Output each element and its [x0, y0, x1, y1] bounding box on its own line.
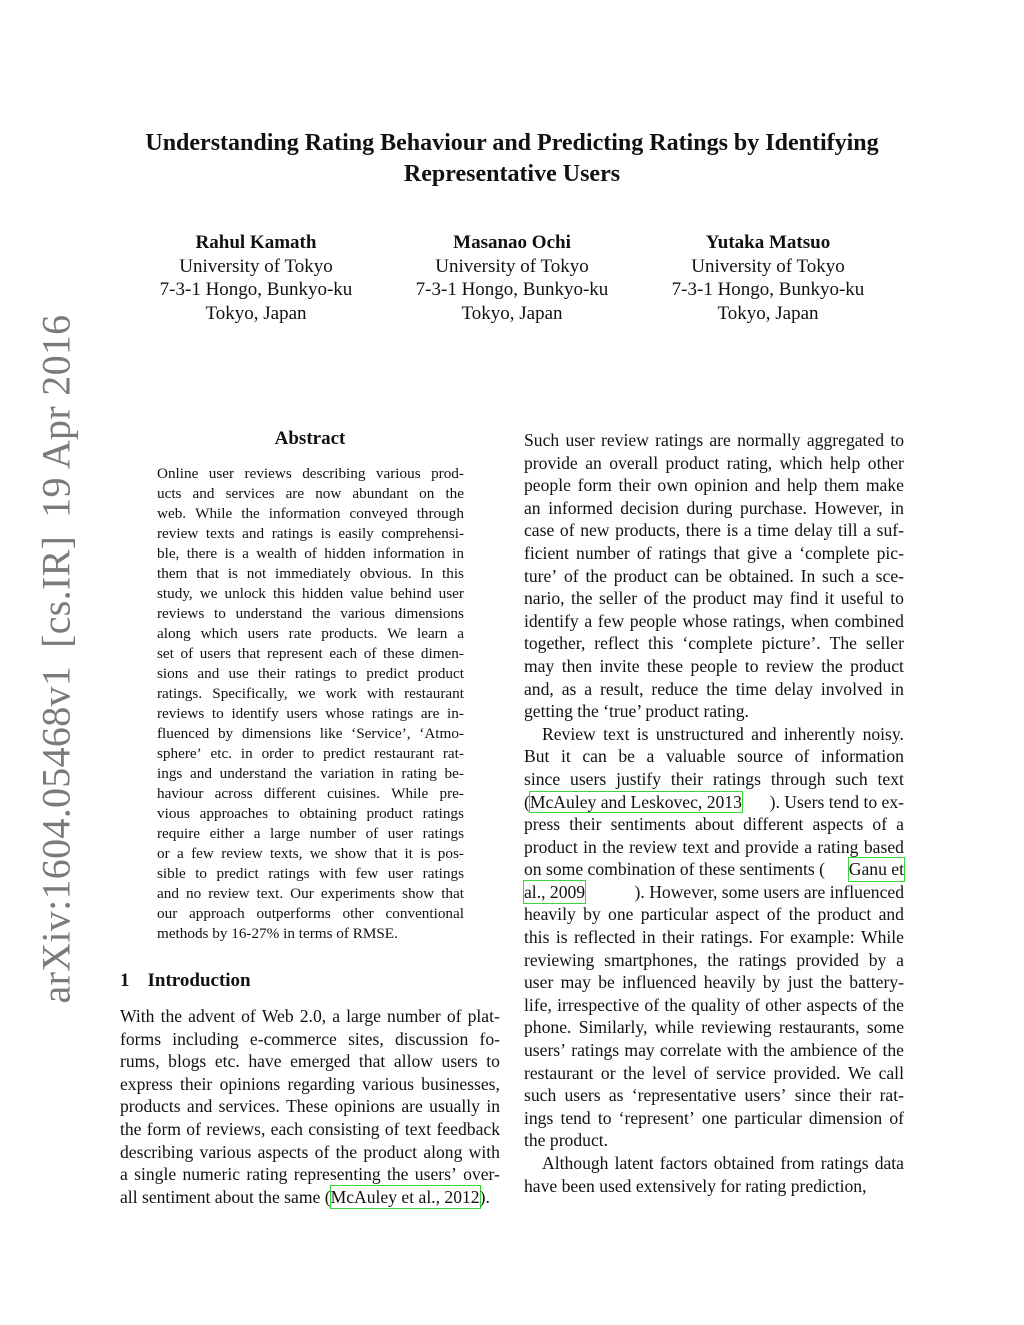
paren-open: ( — [524, 791, 530, 812]
abstract-line: our approach outperforms other conventional — [157, 905, 464, 922]
abstract-line: ings and understand the variation in rating be- — [157, 765, 464, 782]
text-fragment: all sentiment about the same ( — [120, 1186, 331, 1207]
author-location: Tokyo, Japan — [717, 302, 819, 324]
abstract-line: set of users that represent each of these dimen- — [157, 645, 464, 662]
abstract-line: fluenced by dimensions like ‘Service’, ‘Atmo- — [157, 725, 464, 742]
abstract-line: Online user reviews describing various prod- — [157, 465, 464, 482]
abstract-line: reviews to understand the various dimensions — [157, 605, 464, 622]
abstract-line: study, we unlock this hidden value behind user — [157, 585, 464, 602]
author-affiliation: University of Tokyo — [179, 255, 333, 277]
section-number: 1 — [120, 970, 130, 991]
abstract-line: ratings. Specifically, we work with restaurant — [157, 685, 464, 702]
body-line: life, irrespective of the quality of other aspects of the — [524, 994, 904, 1015]
body-line: and, as a result, reduce the time delay involved in — [524, 678, 904, 699]
abstract-body — [157, 464, 464, 944]
body-line: heavily by one particular aspect of the product and — [524, 904, 904, 925]
body-line: phone. Similarly, while reviewing restaurants, some — [524, 1017, 904, 1038]
body-line: ture’ of the product can be obtained. In such a sce- — [524, 565, 904, 586]
body-line: may then invite these people to review the product — [524, 655, 904, 676]
arxiv-category: [cs.IR] — [33, 535, 79, 648]
author-address: 7-3-1 Hongo, Bunkyo-ku — [415, 279, 609, 300]
arxiv-stamp — [33, 297, 80, 1004]
author-location: Tokyo, Japan — [205, 302, 307, 324]
body-line — [524, 791, 904, 814]
title-line-2: Representative Users — [403, 161, 621, 187]
intro-left-column — [120, 1005, 500, 1208]
citation-link[interactable]: Ganu et — [848, 859, 904, 880]
author-name: Yutaka Matsuo — [705, 232, 831, 253]
body-line: user may be influenced heavily by just the battery- — [524, 972, 904, 993]
author-location: Tokyo, Japan — [461, 302, 563, 324]
title-line-1: Understanding Rating Behaviour and Predicting Ratings by Identifying — [145, 130, 879, 156]
body-line: product in the review text and provide a rating based — [524, 836, 904, 857]
body-line: such users as ‘representative users’ since their rat- — [524, 1085, 904, 1106]
body-line: Although latent factors obtained from ratings data — [542, 1153, 904, 1173]
body-line — [524, 881, 904, 904]
body-line: an informed decision during purchase. However, in — [524, 497, 904, 518]
body-line: products and services. These opinions are usually in — [120, 1096, 500, 1117]
abstract-line: haviour across different cuisines. While pre- — [157, 785, 464, 802]
body-line: But it can be a valuable source of information — [524, 746, 904, 767]
body-line: have been used extensively for rating prediction, — [524, 1175, 867, 1196]
citation-link[interactable]: al., 2009 — [524, 881, 586, 902]
body-line: press their sentiments about different aspects of a — [524, 814, 904, 835]
abstract-line: them that is not immediately obvious. In this — [157, 565, 464, 582]
abstract-line: reviews to identify users whose ratings are in- — [157, 705, 464, 722]
author-address: 7-3-1 Hongo, Bunkyo-ku — [671, 279, 865, 300]
text-fragment: ). — [479, 1186, 490, 1207]
body-line: ings tend to ‘represent’ one particular dimension of — [524, 1107, 904, 1128]
body-line: a single numeric rating representing the users’ over- — [120, 1164, 500, 1185]
author-block-2 — [392, 231, 632, 325]
body-line: people form their own opinion and help them make — [524, 475, 904, 496]
author-block-1 — [136, 231, 376, 325]
section-title: Introduction — [147, 970, 251, 991]
author-name: Rahul Kamath — [195, 232, 317, 253]
abstract-line: or a few review texts, we show that it is pos- — [157, 845, 464, 862]
text-fragment: ). Users tend to ex- — [769, 791, 904, 812]
abstract-line: sions and use their ratings to predict product — [157, 665, 464, 682]
body-line: nario, the seller of the product may find it useful to — [524, 588, 904, 609]
body-line: describing various aspects of the product along with — [120, 1141, 500, 1162]
abstract-line: methods by 16-27% in terms of RMSE. — [157, 925, 398, 942]
paper-title — [120, 128, 904, 190]
arxiv-id[interactable]: arXiv:1604.05468v1 — [33, 665, 79, 1004]
body-line: With the advent of Web 2.0, a large number of plat- — [120, 1006, 500, 1026]
body-line: forms including e-commerce sites, discussion fo- — [120, 1028, 500, 1049]
body-line: provide an overall product rating, which help other — [524, 452, 904, 473]
body-line: users’ ratings may correlate with the ambience of the — [524, 1040, 904, 1061]
abstract-line: require either a large number of user ratings — [157, 825, 464, 842]
intro-right-column — [524, 429, 904, 1197]
body-line: case of new products, there is a time delay till a suf- — [524, 520, 904, 541]
author-block-3 — [648, 231, 888, 325]
body-line — [120, 1186, 500, 1209]
abstract-line: along which users rate products. We learn a — [157, 625, 464, 642]
body-line: since users justify their ratings through such text — [524, 768, 904, 789]
body-line: express their opinions regarding various businesses, — [120, 1073, 500, 1094]
author-name: Masanao Ochi — [453, 232, 571, 253]
arxiv-date: 19 Apr 2016 — [33, 314, 79, 518]
abstract-line: and no review text. Our experiments show that — [157, 885, 464, 902]
abstract-line: web. While the information conveyed through — [157, 505, 464, 522]
body-line: Review text is unstructured and inherently noisy. — [542, 723, 904, 744]
abstract-line: sible to predict ratings with few user ratings — [157, 865, 464, 882]
author-affiliation: University of Tokyo — [435, 255, 589, 277]
abstract-line: ble, there is a wealth of hidden information in — [157, 545, 464, 562]
abstract-line: ucts and services are now abundant on the — [157, 485, 464, 502]
text-fragment: on some combination of these sentiments ( — [524, 859, 825, 880]
body-line: reviewing smartphones, the ratings provided by a — [524, 949, 904, 970]
citation-link[interactable]: McAuley et al., 2012 — [330, 1186, 480, 1207]
body-line: together, reflect this ‘complete picture’. The seller — [524, 633, 904, 654]
body-line: getting the ‘true’ product rating. — [524, 701, 749, 722]
text-fragment — [524, 791, 742, 814]
abstract-line: review texts and ratings is easily comprehensi- — [157, 525, 464, 542]
citation-link[interactable]: McAuley and Leskovec, 2013 — [529, 791, 742, 812]
author-affiliation: University of Tokyo — [691, 255, 845, 277]
body-line: rums, blogs etc. have emerged that allow users to — [120, 1051, 500, 1072]
text-fragment: ). However, some users are influenced — [634, 881, 904, 902]
body-line: Such user review ratings are normally aggregated to — [524, 430, 904, 450]
body-line: this is reflected in their ratings. For example: While — [524, 927, 904, 948]
section-heading-introduction — [120, 970, 251, 992]
author-address: 7-3-1 Hongo, Bunkyo-ku — [159, 279, 353, 300]
body-line: identify a few people whose ratings, when combined — [524, 610, 904, 631]
body-line: the form of reviews, each consisting of text feedback — [120, 1118, 500, 1139]
body-line: restaurant or the level of service provided. We call — [524, 1062, 904, 1083]
abstract-line: sphere’ etc. in order to predict restaurant rat- — [157, 745, 464, 762]
body-line: ficient number of ratings that give a ‘complete pic- — [524, 542, 904, 563]
abstract-line: vious approaches to obtaining product ratings — [157, 805, 464, 822]
body-line — [524, 858, 904, 881]
abstract-heading: Abstract — [274, 428, 346, 449]
body-line: the product. — [524, 1130, 609, 1151]
